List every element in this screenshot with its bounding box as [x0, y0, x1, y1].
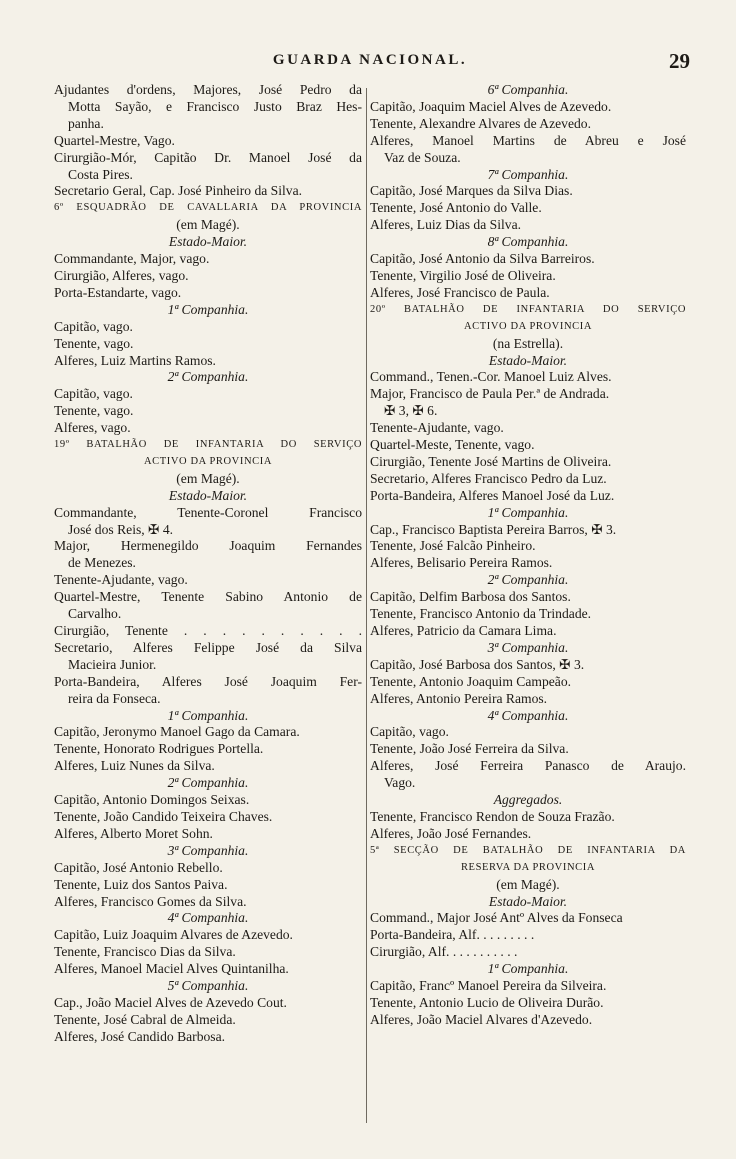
text-line: (em Magé).: [496, 876, 560, 892]
text-line: Tenente, Luiz dos Santos Paiva.: [54, 876, 228, 892]
text-line: José dos Reis, ✠ 4.: [68, 521, 174, 537]
text-line: Tenente, vago.: [54, 335, 134, 351]
section-subheading: Aggregados.: [493, 792, 563, 808]
text-line: Alferes, Francisco Gomes da Silva.: [54, 893, 247, 909]
text-line: Cap., João Maciel Alves de Azevedo Cout.: [54, 994, 287, 1010]
text-line: reira da Fonseca.: [68, 690, 161, 706]
section-subheading: 3ª Companhia.: [487, 639, 569, 655]
text-line: Tenente-Ajudante, vago.: [370, 420, 504, 436]
text-line: Alferes, Patricio da Camara Lima.: [370, 623, 557, 638]
text-line: Alferes, José Candido Barbosa.: [54, 1028, 226, 1044]
text-line: Capitão, vago.: [54, 386, 133, 402]
text-line: Tenente, Francisco Antonio da Trindade.: [370, 606, 592, 622]
text-line: Porta-Estandarte, vago.: [54, 284, 182, 300]
text-line: Alferes, João Maciel Alvares d'Azevedo.: [370, 1011, 593, 1027]
text-line: Cirurgião, Tenente . . . . . . . . . .: [54, 623, 362, 638]
section-heading: 6º ESQUADRÃO DE CAVALLARIA DA PROVINCIA: [54, 202, 362, 214]
section-subheading: 3ª Companhia.: [167, 842, 249, 858]
text-line: Tenente, Honorato Rodrigues Portella.: [54, 741, 264, 757]
text-line: Tenente, vago.: [54, 403, 134, 419]
section-subheading: 2ª Companhia.: [167, 369, 249, 385]
text-line: Alferes, Luiz Dias da Silva.: [370, 217, 521, 233]
text-line: Capitão, José Marques da Silva Dias.: [370, 183, 573, 199]
text-line: Tenente, Alexandre Alvares de Azevedo.: [370, 115, 591, 131]
text-line: ✠ 3, ✠ 6.: [384, 403, 438, 419]
text-line: Secretario, Alferes Francisco Pedro da Luz.: [370, 470, 607, 486]
text-line: Carvalho.: [68, 606, 122, 622]
text-line: Tenente, João José Ferreira da Silva.: [370, 741, 569, 757]
section-subheading: 6ª Companhia.: [487, 82, 569, 97]
text-line: Commandante, Major, vago.: [54, 251, 210, 267]
text-line: Porta-Bandeira, Alferes Manoel José da Luz.: [370, 487, 615, 503]
text-line: Cap., Francisco Baptista Pereira Barros, ✠ 3.: [370, 521, 617, 537]
text-line: Alferes, Luiz Martins Ramos.: [54, 352, 216, 368]
text-line: Capitão, José Antonio da Silva Barreiros.: [370, 251, 595, 267]
section-heading: 19º BATALHÃO DE INFANTARIA DO SERVIÇO: [54, 439, 362, 451]
text-line: Tenente, Francisco Dias da Silva.: [54, 944, 236, 960]
text-line: Cirurgião, Tenente José Martins de Oliveira.: [370, 453, 612, 469]
text-line: Capitão, vago.: [370, 724, 449, 740]
text-line: Capitão, José Antonio Rebello.: [54, 859, 223, 875]
text-line: Alferes, Luiz Nunes da Silva.: [54, 758, 215, 774]
text-line: Capitão, Luiz Joaquim Alvares de Azevedo.: [54, 927, 293, 943]
text-line: Secretario Geral, Cap. José Pinheiro da Silva.: [54, 183, 303, 199]
text-line: Tenente, José Antonio do Valle.: [370, 200, 542, 216]
page-number: 29: [669, 49, 690, 73]
text-line: Capitão, Delfim Barbosa dos Santos.: [370, 589, 571, 605]
text-line: Alferes, Belisario Pereira Ramos.: [370, 555, 553, 571]
text-line: Capitão, Joaquim Maciel Alves de Azevedo.: [370, 98, 612, 114]
column-divider: [366, 88, 367, 1123]
section-subheading: Estado-Maior.: [488, 352, 568, 368]
text-line: Capitão, Jeronymo Manoel Gago da Camara.: [54, 724, 300, 740]
text-line: Macieira Junior.: [68, 656, 157, 672]
section-subheading: 1ª Companhia.: [487, 961, 569, 977]
text-line: Commandante, Tenente-Coronel Francisco: [54, 504, 362, 520]
running-title: GUARDA NACIONAL.: [272, 52, 468, 68]
text-line: Alferes, vago.: [54, 420, 131, 436]
left-column: [54, 82, 362, 1046]
text-line: Alferes, José Francisco de Paula.: [370, 284, 550, 300]
right-column: [370, 82, 686, 1029]
text-line: Alferes, João José Fernandes.: [370, 825, 532, 841]
section-subheading: Estado-Maior.: [168, 487, 248, 503]
text-line: Alferes, Manoel Maciel Alves Quintanilha.: [54, 961, 289, 977]
text-line: Tenente, José Cabral de Almeida.: [54, 1011, 236, 1027]
text-line: Tenente, Virgilio José de Oliveira.: [370, 267, 556, 283]
section-subheading: 4ª Companhia.: [167, 910, 249, 926]
text-line: Tenente, José Falcão Pinheiro.: [370, 538, 536, 554]
section-heading: RESERVA DA PROVINCIA: [460, 861, 596, 873]
text-line: de Menezes.: [68, 555, 136, 571]
text-line: Capitão, Antonio Domingos Seixas.: [54, 792, 250, 808]
text-line: Capitão, Francº Manoel Pereira da Silveira.: [370, 978, 607, 994]
text-line: Tenente-Ajudante, vago.: [54, 572, 188, 588]
text-line: Quartel-Mestre, Vago.: [54, 132, 175, 148]
text-line: Porta-Bandeira, Alferes José Joaquim Fer-: [54, 673, 362, 689]
text-line: Cirurgião, Alferes, vago.: [54, 267, 189, 283]
text-line: (em Magé).: [176, 470, 240, 486]
text-line: Secretario, Alferes Felippe José da Silva: [54, 639, 362, 655]
section-heading: 5ª SECÇÃO DE BATALHÃO DE INFANTARIA DA: [370, 844, 686, 856]
text-line: Tenente, Antonio Joaquim Campeão.: [370, 673, 572, 689]
section-subheading: 2ª Companhia.: [487, 572, 569, 588]
section-subheading: 1ª Companhia.: [487, 504, 569, 520]
section-subheading: Estado-Maior.: [488, 893, 568, 909]
text-line: Major, Hermenegildo Joaquim Fernandes: [54, 538, 362, 554]
text-line: Porta-Bandeira, Alf. . . . . . . . .: [370, 927, 535, 943]
section-subheading: 1ª Companhia.: [167, 301, 249, 317]
section-subheading: Estado-Maior.: [168, 234, 248, 250]
text-line: Alferes, José Ferreira Panasco de Araujo.: [370, 758, 686, 774]
text-line: Capitão, José Barbosa dos Santos, ✠ 3.: [370, 656, 585, 672]
text-line: Command., Major José Antº Alves da Fonseca: [370, 910, 623, 926]
text-line: Tenente, Francisco Rendon de Souza Frazão.: [370, 808, 615, 824]
section-heading: ACTIVO DA PROVINCIA: [463, 320, 593, 332]
text-line: Quartel-Mestre, Tenente Sabino Antonio de: [54, 589, 362, 605]
text-line: Tenente, João Candido Teixeira Chaves.: [54, 808, 273, 824]
text-line: Tenente, Antonio Lucio de Oliveira Durão.: [370, 994, 604, 1010]
section-subheading: 7ª Companhia.: [487, 166, 569, 182]
text-line: panha.: [68, 115, 104, 131]
section-subheading: 2ª Companhia.: [167, 775, 249, 791]
text-line: Vaz de Souza.: [384, 149, 461, 165]
page-header: [50, 49, 690, 78]
text-line: Alferes, Manoel Martins de Abreu e José: [370, 132, 686, 148]
text-line: Costa Pires.: [68, 166, 133, 182]
text-line: Quartel-Meste, Tenente, vago.: [370, 437, 535, 453]
section-heading: 20º BATALHÃO DE INFANTARIA DO SERVIÇO: [370, 303, 686, 315]
text-line: Cirurgião, Alf. . . . . . . . . . .: [370, 944, 518, 960]
text-line: Vago.: [384, 775, 416, 791]
text-line: (em Magé).: [176, 217, 240, 233]
text-line: Alferes, Antonio Pereira Ramos.: [370, 690, 548, 706]
text-line: Cirurgião-Mór, Capitão Dr. Manoel José da: [54, 149, 362, 165]
text-line: Alferes, Alberto Moret Sohn.: [54, 825, 213, 841]
text-line: Ajudantes d'ordens, Majores, José Pedro da: [54, 82, 362, 97]
section-subheading: 8ª Companhia.: [487, 234, 569, 250]
text-line: Command., Tenen.-Cor. Manoel Luiz Alves.: [370, 369, 612, 385]
section-subheading: 5ª Companhia.: [167, 978, 249, 994]
text-line: (na Estrella).: [492, 335, 564, 351]
text-line: Motta Sayão, e Francisco Justo Braz Hes-: [68, 98, 362, 114]
text-line: Major, Francisco de Paula Per.ª de Andrada.: [370, 386, 610, 402]
section-heading: ACTIVO DA PROVINCIA: [143, 455, 273, 467]
section-subheading: 1ª Companhia.: [167, 707, 249, 723]
text-line: Capitão, vago.: [54, 318, 133, 334]
section-subheading: 4ª Companhia.: [487, 707, 569, 723]
